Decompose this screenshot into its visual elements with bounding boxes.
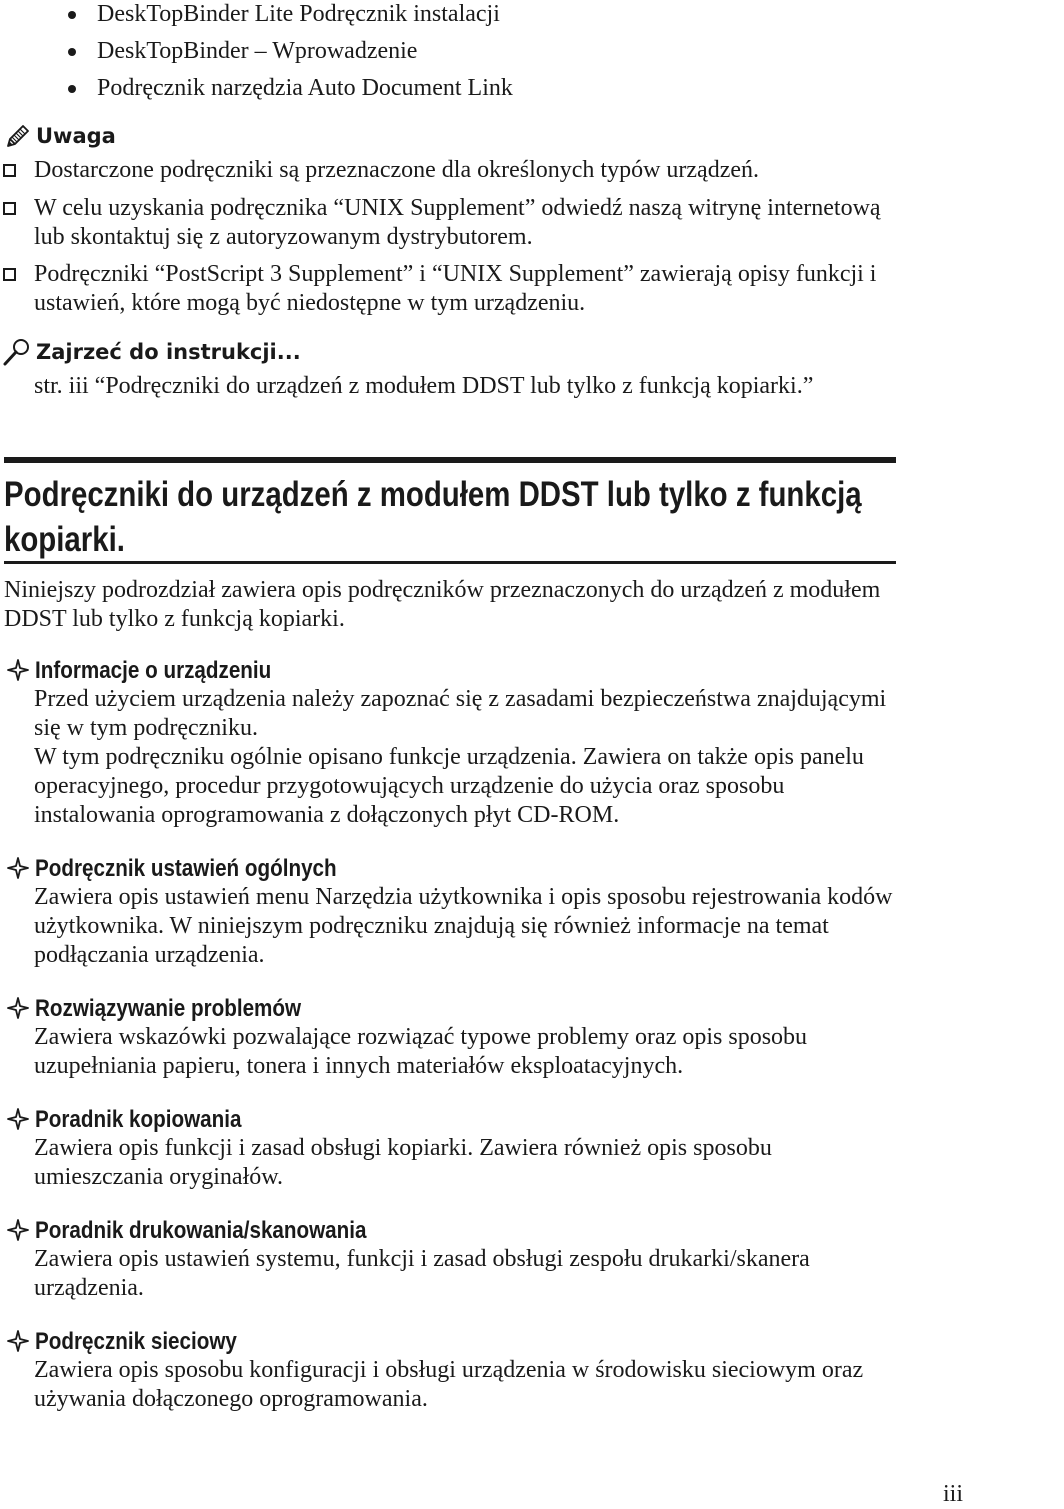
checkbox-bullet-icon — [3, 268, 16, 281]
reference-link[interactable]: str. iii “Podręczniki do urządzeń z modułem DDST lub tylko z funkcją kopiarki.” — [34, 373, 814, 399]
bullet-dot — [68, 85, 76, 93]
list-item: Podręcznik narzędzia Auto Document Link — [64, 74, 513, 111]
entry-heading — [0, 853, 386, 883]
entry-body — [34, 1023, 906, 1081]
entry-body — [34, 1356, 906, 1414]
entry-heading — [0, 993, 344, 1023]
section-intro: Niniejszy podrozdział zawiera opis podręczników przeznaczonych do urządzeń z modułem DDST lub tylko z funkcją kopiarki. — [4, 577, 881, 632]
entry-body — [34, 1134, 906, 1192]
entry-body — [34, 1245, 906, 1303]
diamond-bullet-icon — [6, 1107, 30, 1131]
entry-paragraph: Zawiera wskazówki pozwalające rozwiązać typowe problemy oraz opis sposobu uzupełniania papieru, tonera i innych materiałów eksploatacyjnych. — [34, 1024, 808, 1079]
entry-paragraph: Przed użyciem urządzenia należy zapoznać się z zasadami bezpieczeństwa znajdującymi się w tym podręczniku. — [34, 686, 887, 741]
bullet-dot — [68, 11, 76, 19]
reference-heading — [2, 337, 301, 367]
entry-title: Poradnik drukowania/skanowania — [35, 1216, 367, 1244]
list-item: DeskTopBinder Lite Podręcznik instalacji — [64, 0, 513, 37]
checkbox-bullet-icon — [3, 164, 16, 177]
diamond-bullet-icon — [6, 996, 30, 1020]
section-title-text: Podręczniki do urządzeń z modułem DDST lub tylko z funkcją kopiarki. — [4, 475, 862, 559]
entry-paragraph: Zawiera opis ustawień menu Narzędzia użytkownika i opis sposobu rejestrowania kodów użytkownika. W niniejszym podręczniku znajdują się również informacje na temat podłączania urządzenia. — [34, 884, 893, 968]
section-title — [4, 472, 904, 562]
diamond-bullet-icon — [6, 1329, 30, 1353]
section-bottom-rule — [4, 561, 896, 564]
diamond-bullet-icon — [6, 1218, 30, 1242]
page-number: iii — [943, 1481, 964, 1507]
entry-paragraph: Zawiera opis funkcji i zasad obsługi kopiarki. Zawiera również opis sposobu umieszczania oryginałów. — [34, 1135, 772, 1190]
entry-paragraph: Zawiera opis ustawień systemu, funkcji i zasad obsługi zespołu drukarki/skanera urządzenia. — [34, 1246, 810, 1301]
diamond-bullet-icon — [6, 856, 30, 880]
entry-title: Podręcznik ustawień ogólnych — [35, 854, 337, 882]
pencil-icon — [4, 122, 32, 150]
entry-body — [34, 685, 906, 830]
entry-title: Rozwiązywanie problemów — [35, 994, 302, 1022]
entry-heading — [0, 1326, 270, 1356]
diamond-bullet-icon — [6, 658, 30, 682]
bullet-dot — [68, 48, 76, 56]
manual-list — [64, 0, 513, 111]
reference-label: Zajrzeć do instrukcji... — [36, 340, 301, 364]
entry-paragraph: Zawiera opis sposobu konfiguracji i obsługi urządzenia w środowisku sieciowym oraz używania dołączonego oprogramowania. — [34, 1357, 864, 1412]
note-label: Uwaga — [36, 124, 116, 148]
checkbox-bullet-icon — [3, 202, 16, 215]
entry-title: Podręcznik sieciowy — [35, 1327, 237, 1355]
entry-heading — [0, 1215, 420, 1245]
note-heading — [4, 121, 116, 151]
entry-title: Poradnik kopiowania — [35, 1105, 242, 1133]
entry-title: Informacje o urządzeniu — [35, 656, 272, 684]
list-item: DeskTopBinder – Wprowadzenie — [64, 37, 513, 74]
entry-heading — [0, 655, 310, 685]
entry-paragraph: W tym podręczniku ogólnie opisano funkcje urządzenia. Zawiera on także opis panelu operacyjnego, procedur przygotowujących urządzenie do użycia oraz sposobu instalowania oprogramowania z dołączonych płyt CD-ROM. — [34, 744, 864, 828]
entry-body — [34, 883, 906, 970]
section-top-rule — [4, 457, 896, 463]
entry-heading — [0, 1104, 275, 1134]
magnifier-icon — [2, 337, 32, 367]
